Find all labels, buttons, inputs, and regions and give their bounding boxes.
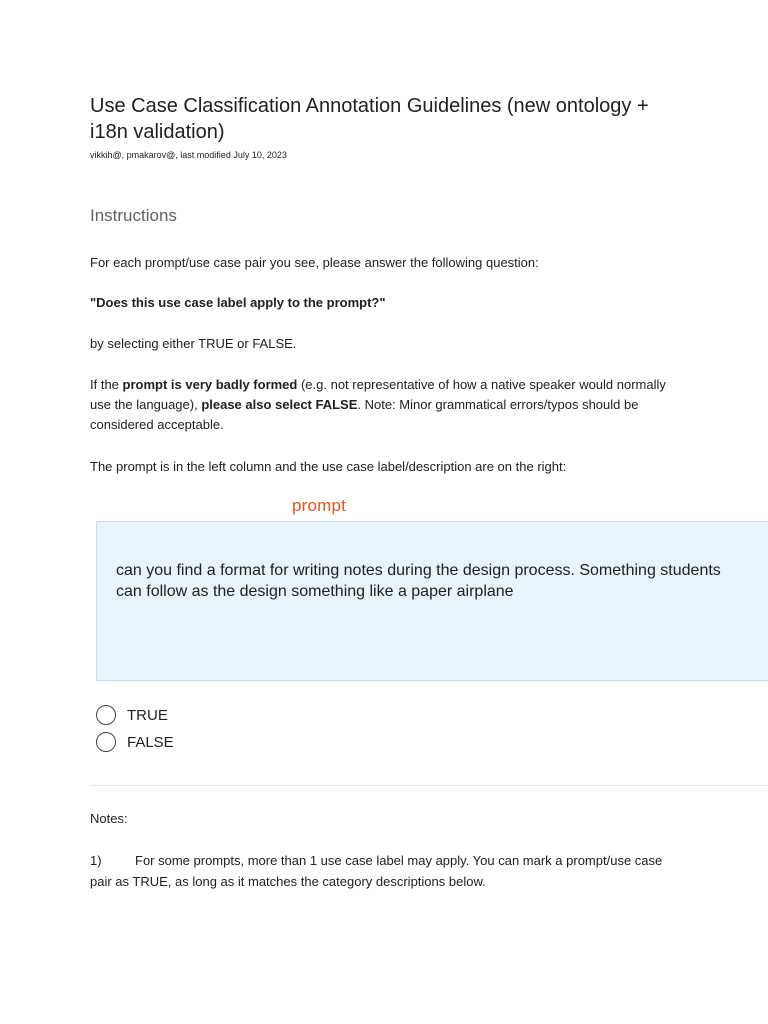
document-page: [90, 0, 768, 1024]
radio-label-false: FALSE: [127, 733, 174, 751]
p4-bold-select-false: please also select FALSE: [201, 397, 358, 412]
p4-text-a: If the: [90, 377, 123, 392]
prompt-box: [96, 521, 768, 681]
p4-bold-badly-formed: prompt is very badly formed: [122, 377, 298, 392]
example-screenshot-figure: [90, 496, 768, 766]
radio-circle-icon[interactable]: [96, 705, 116, 725]
instructions-paragraph-1: For each prompt/use case pair you see, please answer the following question:: [90, 255, 539, 270]
notes-heading: Notes:: [90, 811, 128, 826]
note-item: [90, 850, 680, 892]
p4-text-e: . Note: Minor grammatical errors/typos should be considered acceptable.: [90, 397, 639, 432]
radio-option-false[interactable]: [96, 730, 174, 754]
radio-label-true: TRUE: [127, 706, 168, 724]
radio-circle-icon[interactable]: [96, 732, 116, 752]
instructions-paragraph-4: [90, 375, 680, 435]
p4-text-c: (e.g. not representative of how a native speaker would normally use the language),: [90, 377, 666, 412]
section-divider: [90, 785, 768, 786]
document-meta: vikkih@, pmakarov@, last modified July 10, 2023: [90, 150, 287, 160]
prompt-text: can you find a format for writing notes during the design process. Something students can follow as the design something like a paper airplane: [116, 562, 721, 600]
instructions-question: "Does this use case label apply to the prompt?": [90, 295, 386, 310]
note-text: For some prompts, more than 1 use case label may apply. You can mark a prompt/use case pair as TRUE, as long as it matches the category descriptions below.: [90, 853, 663, 889]
figure-prompt-label: prompt: [292, 496, 347, 515]
instructions-paragraph-5: The prompt is in the left column and the use case label/description are on the right:: [90, 459, 567, 474]
instructions-heading: Instructions: [90, 206, 177, 225]
note-number: 1): [90, 853, 102, 868]
radio-option-true[interactable]: [96, 703, 168, 727]
instructions-paragraph-3: by selecting either TRUE or FALSE.: [90, 336, 297, 351]
document-title: Use Case Classification Annotation Guidelines (new ontology + i18n validation): [90, 95, 649, 143]
